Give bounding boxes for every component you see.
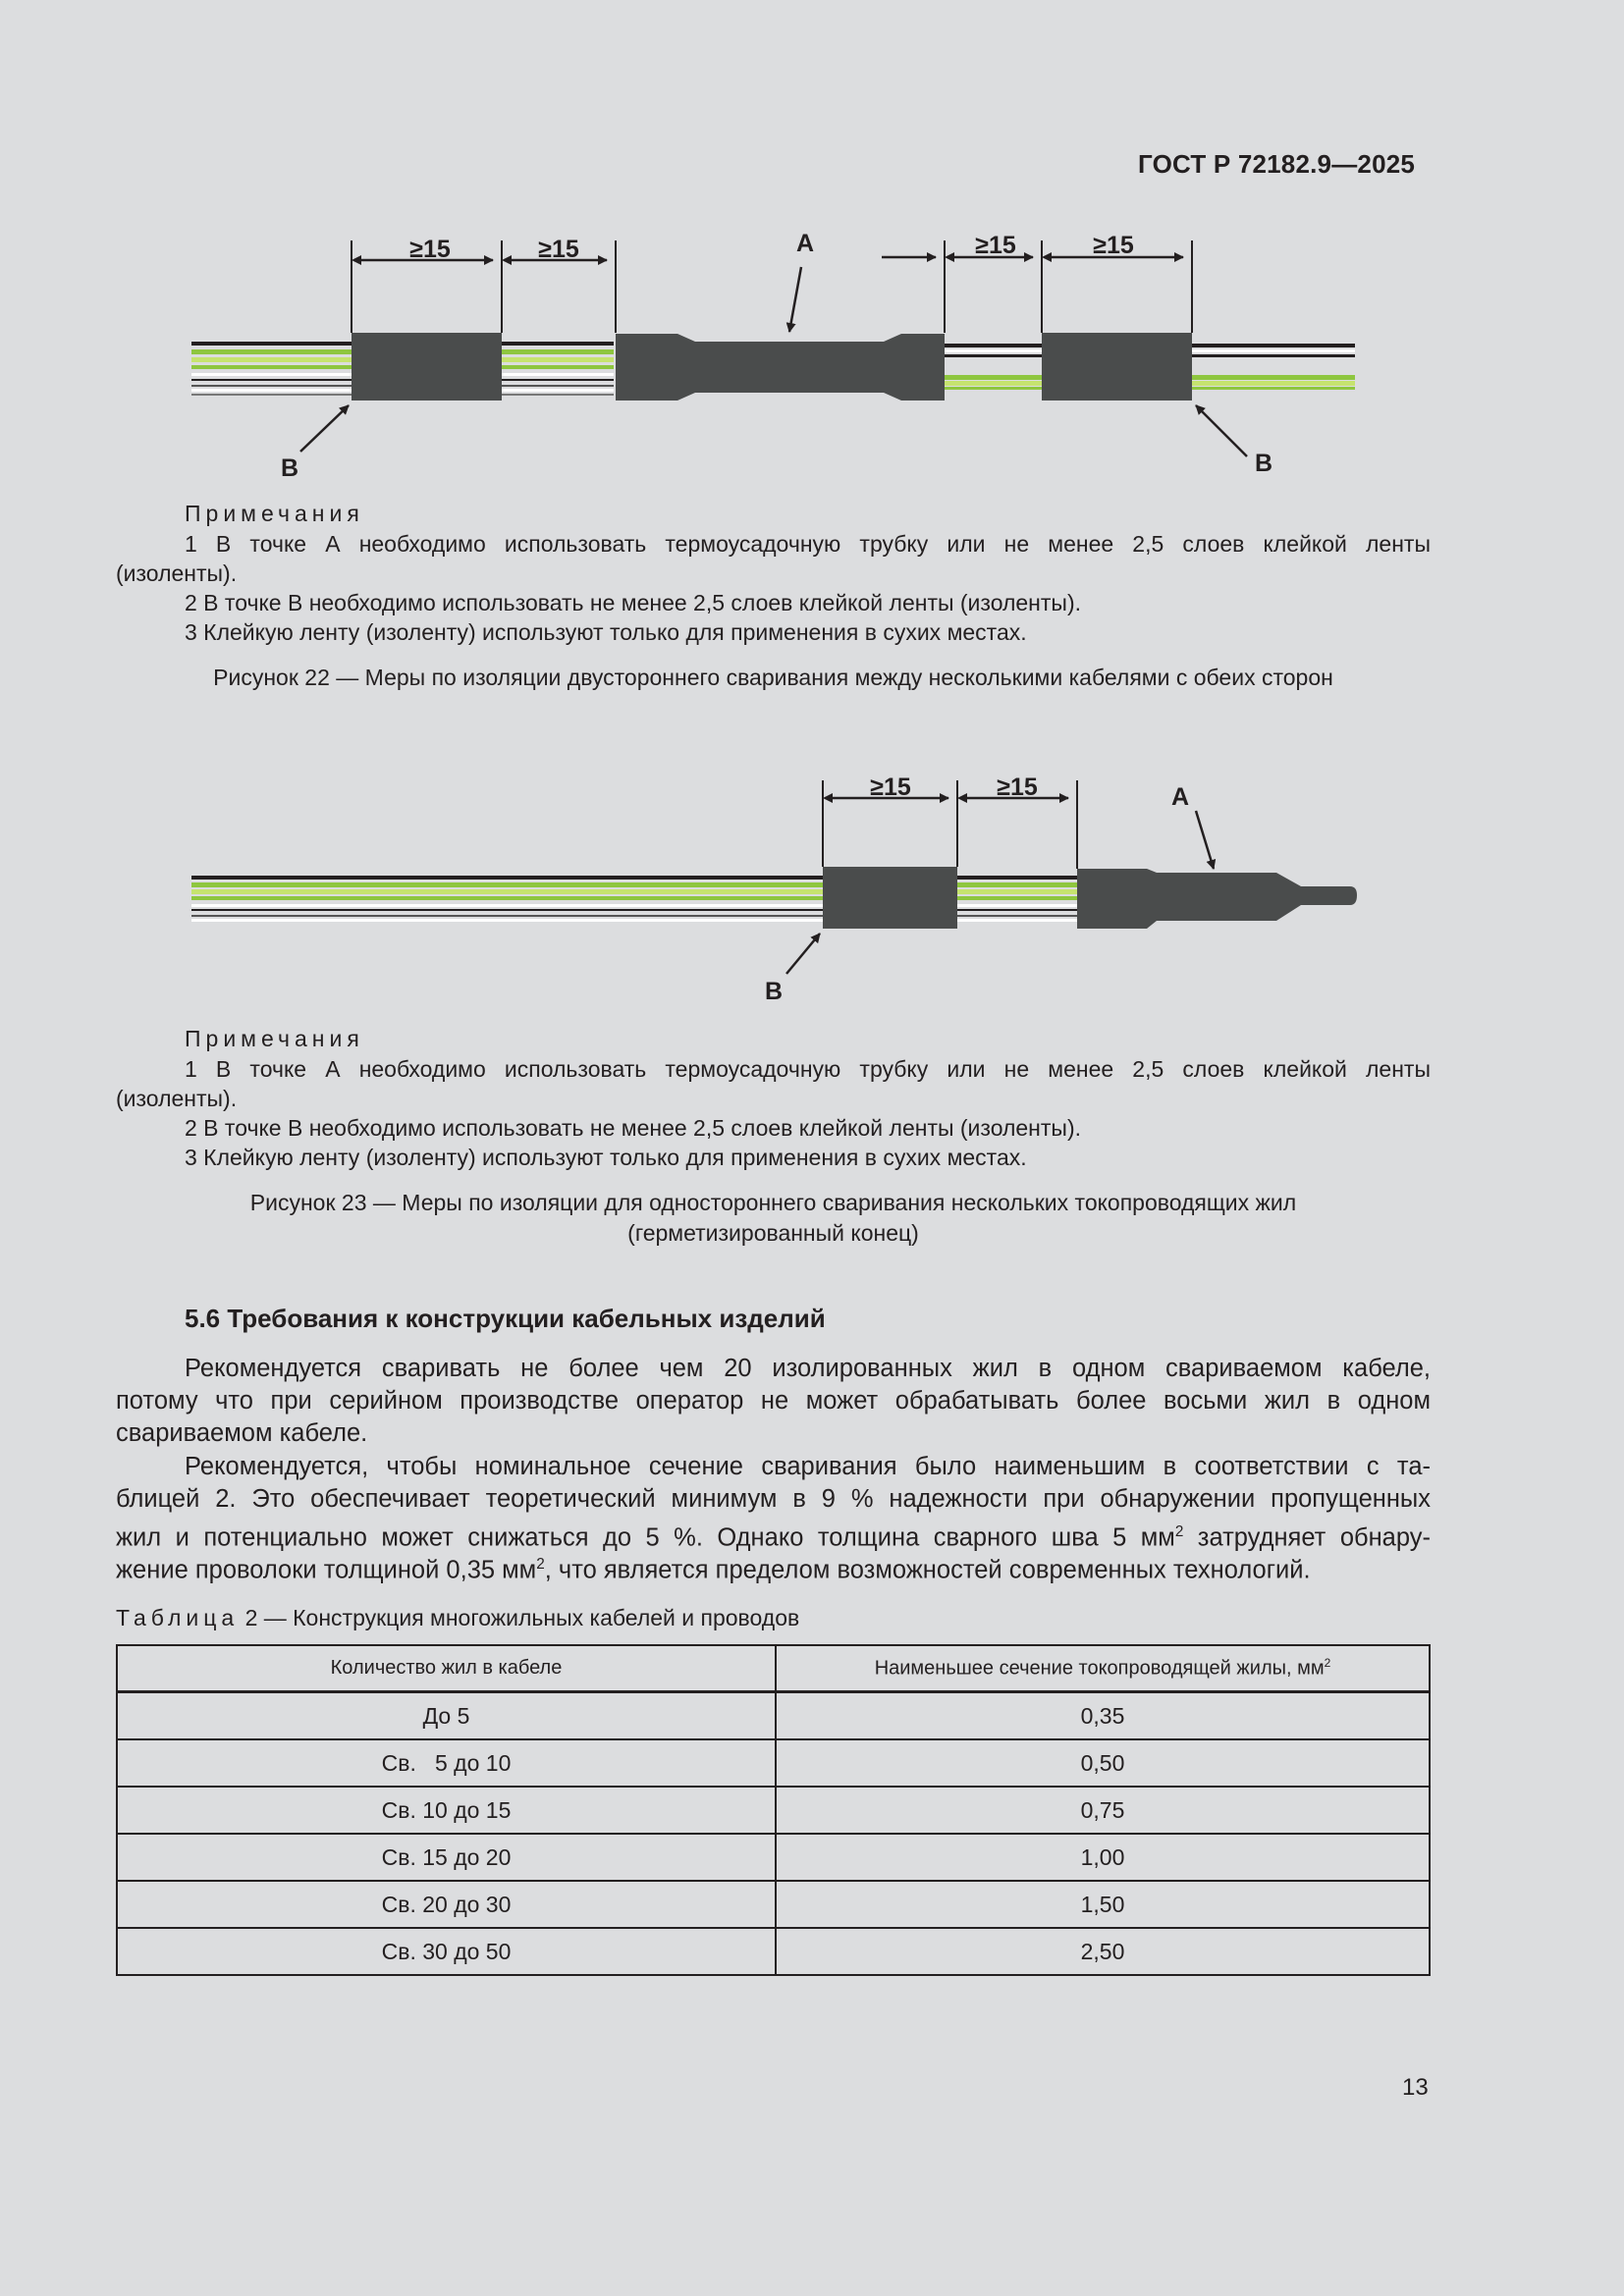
paragraph-line: жил и потенциально может снижаться до 5 %. Однако толщина сварного шва 5 $мм^2$ затрудняет обнару- bbox=[116, 1523, 1432, 1552]
point-b-label-left: B bbox=[280, 454, 299, 482]
paragraph-line: свариваемом кабеле. bbox=[116, 1419, 368, 1447]
table-caption: Таблица 2 — Конструкция многожильных кабелей и проводов bbox=[116, 1605, 800, 1630]
figure-caption-line-2: (герметизированный конец) bbox=[627, 1220, 919, 1246]
figure-22-drawing bbox=[0, 216, 1624, 491]
note-3: 3 Клейкую ленту (изоленту) используют только для применения в сухих местах. bbox=[185, 1145, 1027, 1170]
dim-label: ≥15 bbox=[975, 232, 1016, 259]
column-header: Количество жил в кабеле bbox=[117, 1645, 776, 1692]
table-cell: 2,50 bbox=[776, 1928, 1430, 1975]
table-cell: Св. 15 до 20 bbox=[117, 1834, 776, 1881]
table-cell: 1,50 bbox=[776, 1881, 1430, 1928]
note-2: 2 В точке В необходимо использовать не менее 2,5 слоев клейкой ленты (изоленты). bbox=[185, 1115, 1082, 1141]
table-cell: Св. 30 до 50 bbox=[117, 1928, 776, 1975]
figure-caption-line-1: Рисунок 23 — Меры по изоляции для одностороннего сваривания нескольких токопроводящих жил bbox=[249, 1190, 1297, 1215]
note-1-continuation: (изоленты). bbox=[116, 561, 238, 586]
note-1: 1 В точке А необходимо использовать термоусадочную трубку или не менее 2,5 слоев клейкой ленты bbox=[185, 1056, 1431, 1082]
notes-title: Примечания bbox=[185, 501, 364, 526]
table-row bbox=[117, 1739, 1430, 1787]
heat-shrink-tube-a bbox=[616, 334, 945, 400]
dim-label: ≥15 bbox=[538, 236, 579, 263]
insulation-tape-b bbox=[823, 867, 957, 929]
page-number: 13 bbox=[1402, 2074, 1429, 2101]
note-3: 3 Клейкую ленту (изоленту) используют только для применения в сухих местах. bbox=[185, 619, 1027, 645]
note-1: 1 В точке А необходимо использовать термоусадочную трубку или не менее 2,5 слоев клейкой ленты bbox=[185, 531, 1431, 557]
table-cell: Св. 10 до 15 bbox=[117, 1787, 776, 1834]
figure-caption: Рисунок 22 — Меры по изоляции двустороннего сваривания между несколькими кабелями с обеих сторон bbox=[213, 665, 1333, 690]
table-row bbox=[117, 1881, 1430, 1928]
note-1-continuation: (изоленты). bbox=[116, 1086, 238, 1111]
table-row bbox=[117, 1834, 1430, 1881]
paragraph-line: потому что при серийном производстве оператор не может обрабатывать более восьми жил в одном bbox=[116, 1387, 1431, 1415]
data-table bbox=[116, 1644, 1431, 1976]
figure-23-drawing bbox=[0, 761, 1624, 1011]
paragraph-line: Рекомендуется сваривать не более чем 20 изолированных жил в одном свариваемом кабеле, bbox=[185, 1355, 1431, 1382]
table-cell: 0,75 bbox=[776, 1787, 1430, 1834]
paragraph-line: блицей 2. Это обеспечивает теоретический минимум в 9 % надежности при обнаружении пропущенных bbox=[116, 1485, 1431, 1513]
table-row bbox=[117, 1787, 1430, 1834]
table-row bbox=[117, 1692, 1430, 1740]
dim-label: ≥15 bbox=[870, 774, 911, 801]
point-a-label: A bbox=[1170, 783, 1190, 811]
table-cell: 0,35 bbox=[776, 1692, 1430, 1740]
paragraph-line: Рекомендуется, чтобы номинальное сечение сваривания было наименьшим в соответствии с та- bbox=[185, 1453, 1431, 1480]
table-header-row bbox=[117, 1645, 1430, 1692]
note-2: 2 В точке В необходимо использовать не менее 2,5 слоев клейкой ленты (изоленты). bbox=[185, 590, 1082, 615]
column-header: Наименьшее сечение токопроводящей жилы, $мм^2$ bbox=[776, 1645, 1430, 1692]
notes-title: Примечания bbox=[185, 1026, 364, 1051]
document-code: ГОСТ Р 72182.9—2025 bbox=[1138, 149, 1416, 179]
point-b-label-right: B bbox=[1254, 450, 1273, 477]
point-b-label: B bbox=[764, 978, 784, 1005]
table-cell: 0,50 bbox=[776, 1739, 1430, 1787]
insulation-tape-b-left bbox=[352, 333, 502, 400]
table-cell: До 5 bbox=[117, 1692, 776, 1740]
dim-label: ≥15 bbox=[997, 774, 1038, 801]
table-row bbox=[117, 1928, 1430, 1975]
insulation-tape-b-right bbox=[1042, 333, 1192, 400]
point-a-label: A bbox=[795, 230, 815, 257]
section-title: 5.6 Требования к конструкции кабельных изделий bbox=[185, 1304, 826, 1333]
dim-label: ≥15 bbox=[409, 236, 451, 263]
heat-shrink-end-cap-a bbox=[1077, 869, 1357, 929]
table-cell: Св. 20 до 30 bbox=[117, 1881, 776, 1928]
dim-label: ≥15 bbox=[1093, 232, 1134, 259]
paragraph-line: жение проволоки толщиной 0,35 $мм^2$, что является пределом возможностей современных технологий. bbox=[116, 1556, 1311, 1584]
table-cell: Св. 5 до 10 bbox=[117, 1739, 776, 1787]
table-cell: 1,00 bbox=[776, 1834, 1430, 1881]
